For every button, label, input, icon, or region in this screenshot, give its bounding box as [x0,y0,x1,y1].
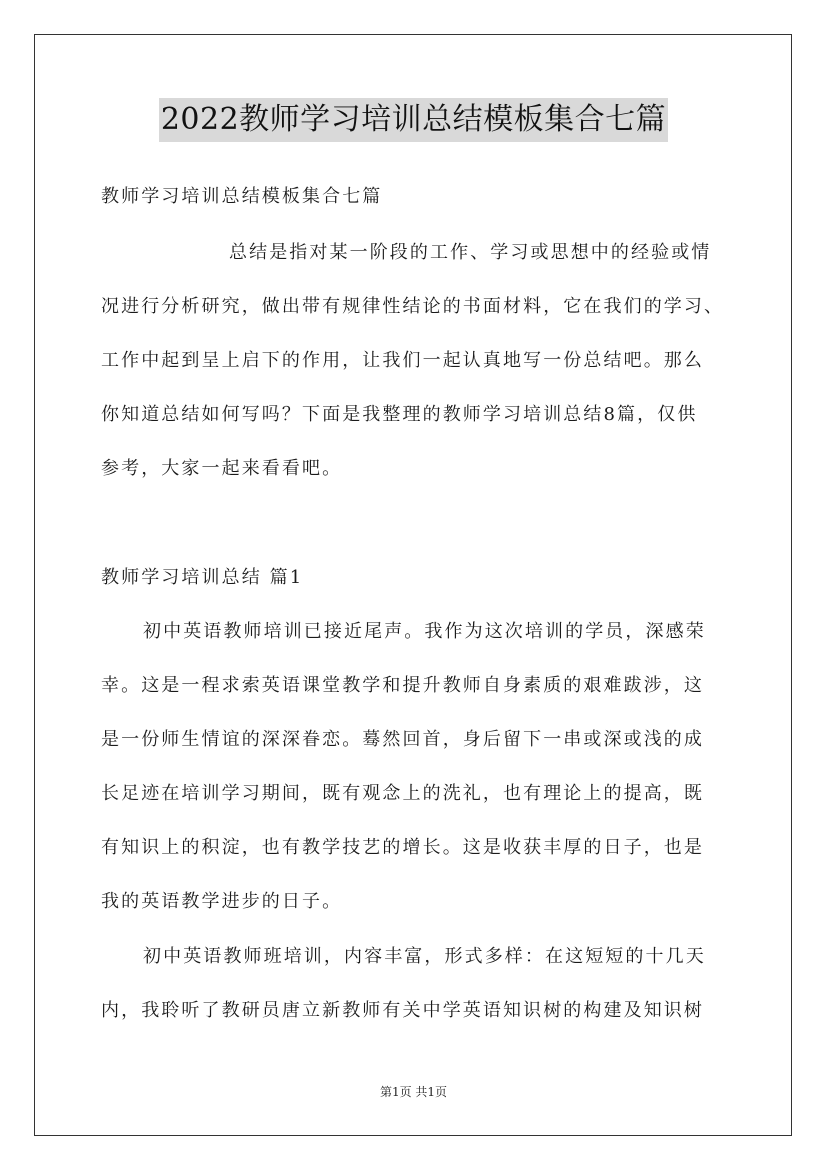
paragraph-line: 幸。这是一程求索英语课堂教学和提升教师自身素质的艰难跋涉，这 [101,675,704,696]
paragraph-line: 有知识上的积淀，也有教学技艺的增长。这是收获丰厚的日子，也是 [101,837,704,858]
document-subtitle: 教师学习培训总结模板集合七篇 [101,186,383,207]
intro-line: 况进行分析研究，做出带有规律性结论的书面材料，它在我们的学习、 [101,296,725,317]
title-container [0,98,827,142]
intro-line: 总结是指对某一阶段的工作、学习或思想中的经验或情 [229,242,712,263]
section-heading: 教师学习培训总结 篇1 [101,567,304,588]
page-footer: 第1页 共1页 [379,1085,448,1099]
intro-line: 工作中起到呈上启下的作用，让我们一起认真地写一份总结吧。那么 [101,350,704,371]
intro-line: 参考，大家一起来看看吧。 [101,458,343,479]
paragraph-line: 长足迹在培训学习期间，既有观念上的洗礼，也有理论上的提高，既 [101,783,704,804]
intro-line: 你知道总结如何写吗？下面是我整理的教师学习培训总结8篇，仅供 [101,404,698,425]
paragraph-line: 初中英语教师班培训，内容丰富，形式多样：在这短短的十几天 [143,946,706,967]
paragraph-line: 内，我聆听了教研员唐立新教师有关中学英语知识树的构建及知识树 [101,1000,704,1021]
paragraph-line: 我的英语教学进步的日子。 [101,891,343,912]
document-title: 2022教师学习培训总结模板集合七篇 [159,98,668,142]
paragraph-line: 初中英语教师培训已接近尾声。我作为这次培训的学员，深感荣 [143,621,706,642]
paragraph-line: 是一份师生情谊的深深眷恋。蓦然回首，身后留下一串或深或浅的成 [101,729,704,750]
